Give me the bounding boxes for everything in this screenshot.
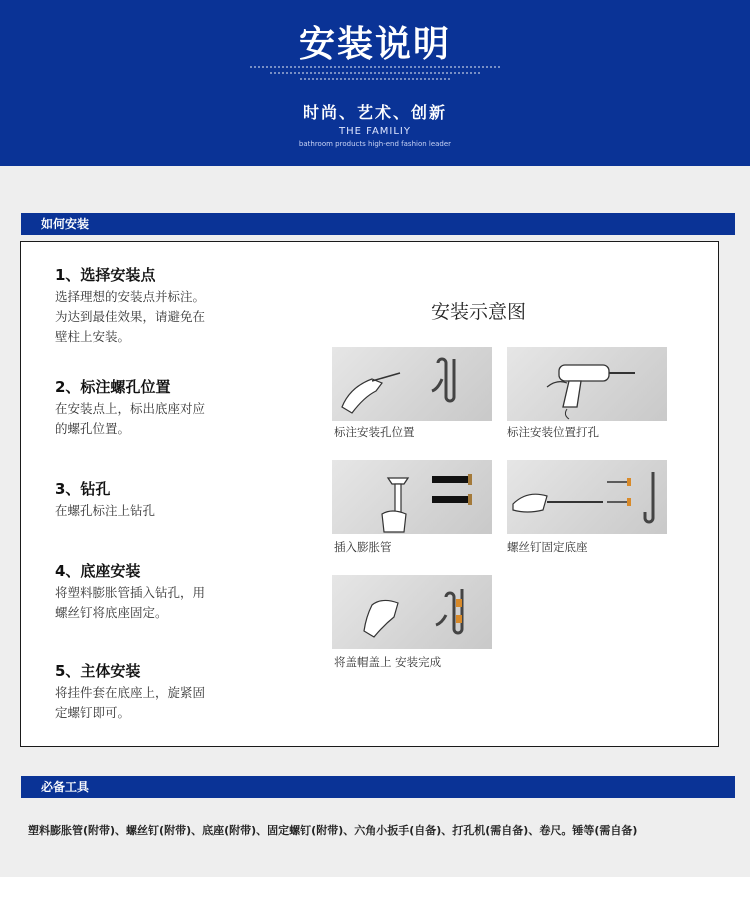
step-line: 将塑料膨胀管插入钻孔，用 — [55, 585, 206, 600]
footer-space — [0, 877, 750, 911]
page-title: 安装说明 — [298, 24, 451, 65]
diagram-caption: 标注安装孔位置 — [334, 425, 415, 439]
step-line: 为达到最佳效果，请避免在 — [55, 309, 206, 324]
diagram-caption: 标注安装位置打孔 — [507, 425, 599, 439]
decorative-fine-print — [250, 66, 500, 68]
step-4 — [55, 560, 205, 623]
step-heading: 1、选择安装点 — [55, 266, 156, 284]
diagram-caption: 将盖帽盖上 安装完成 — [334, 655, 442, 669]
step-heading: 5、主体安装 — [55, 662, 141, 680]
step-1 — [55, 264, 205, 347]
diagram-caption: 螺丝钉固定底座 — [507, 540, 588, 554]
step-description — [55, 287, 205, 347]
cap-finish-icon — [332, 575, 492, 649]
step-line: 螺丝钉将底座固定。 — [55, 605, 168, 620]
step-line: 在螺孔标注上钻孔 — [55, 503, 156, 518]
step-heading: 4、底座安装 — [55, 562, 141, 580]
install-panel — [20, 241, 719, 747]
drill-icon — [507, 347, 667, 421]
step-description — [55, 583, 205, 623]
step-line: 的螺孔位置。 — [55, 421, 131, 436]
header-banner — [0, 0, 750, 166]
step-heading: 2、标注螺孔位置 — [55, 378, 171, 396]
decorative-fine-print — [300, 78, 450, 80]
step-line: 壁柱上安装。 — [55, 329, 131, 344]
brand-name: THE FAMILIY — [338, 126, 411, 137]
step-line: 定螺钉即可。 — [55, 705, 131, 720]
diagram-caption: 插入膨胀管 — [334, 540, 392, 554]
step-heading: 3、钻孔 — [55, 480, 111, 498]
section-bar-install: 如何安装 — [21, 213, 735, 235]
step-description — [55, 501, 155, 521]
step-line: 将挂件套在底座上，旋紧固 — [55, 685, 206, 700]
step-line: 在安装点上，标出底座对应 — [55, 401, 206, 416]
slogan: 时尚、艺术、创新 — [302, 103, 447, 122]
tagline: bathroom products high-end fashion leader — [298, 140, 452, 148]
step-5 — [55, 660, 205, 723]
screwdriver-icon — [507, 460, 667, 534]
hand-marking-icon — [332, 347, 492, 421]
step-2 — [55, 376, 205, 439]
step-3 — [55, 478, 155, 521]
section-bar-tools: 必备工具 — [21, 776, 735, 798]
step-description — [55, 683, 205, 723]
hammer-anchor-icon — [332, 460, 492, 534]
diagram-title: 安装示意图 — [431, 301, 527, 323]
tools-list: 塑料膨胀管(附带)、螺丝钉(附带)、底座(附带)、固定螺钉(附带)、六角小扳手(自备)、打孔机(需自备)、卷尺。锤等(需自备) — [28, 824, 638, 837]
step-description — [55, 399, 205, 439]
step-line: 选择理想的安装点并标注。 — [55, 289, 206, 304]
decorative-fine-print — [270, 72, 480, 74]
